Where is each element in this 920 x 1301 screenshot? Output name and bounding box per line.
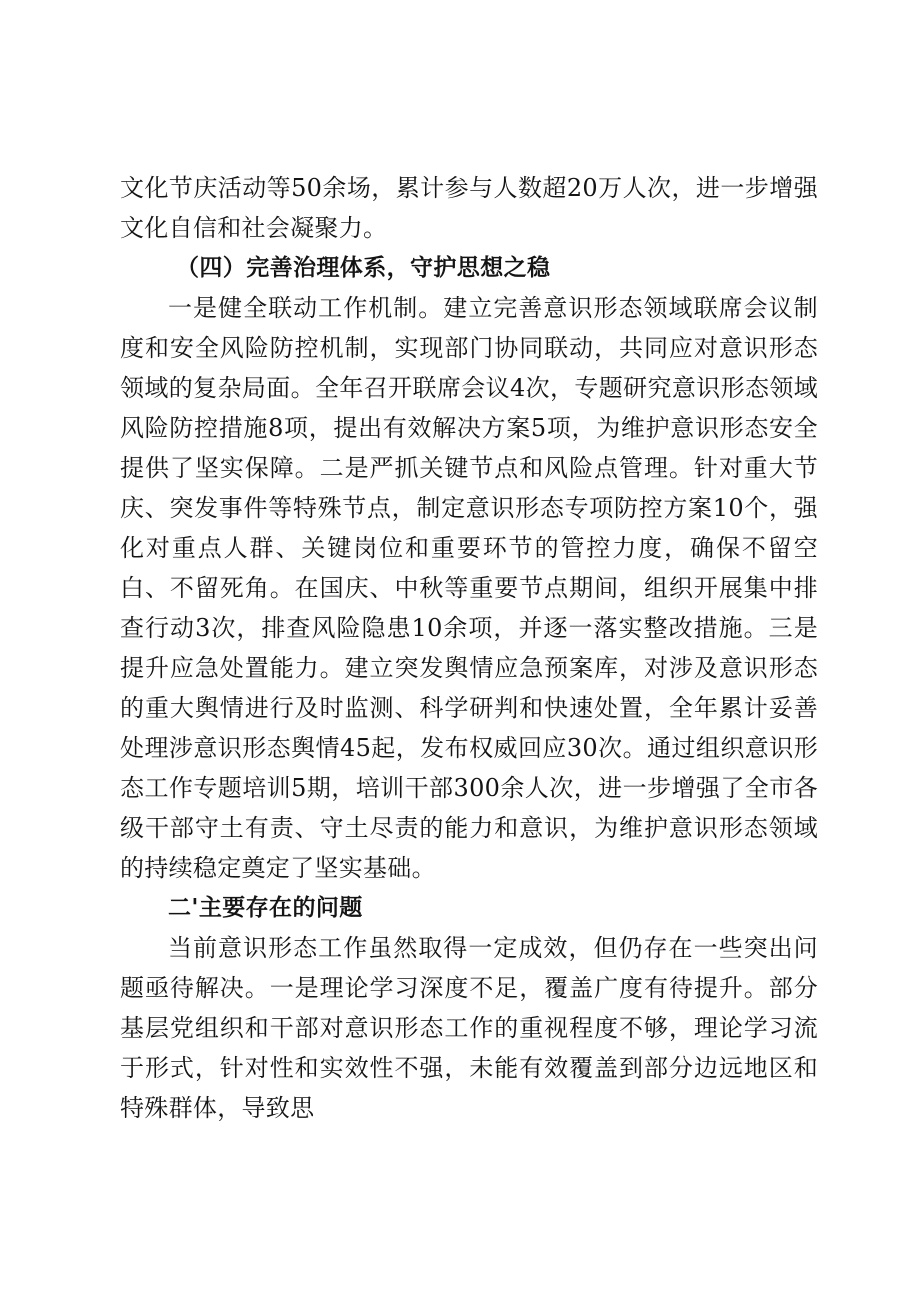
document-body <box>120 168 818 1128</box>
paragraph-problems: 当前意识形态工作虽然取得一定成效，但仍存在一些突出问题亟待解决。一是理论学习深度不足，覆盖广度有待提升。部分基层党组织和干部对意识形态工作的重视程度不够，理论学习流于形式，针对性和实效性不强，未能有效覆盖到部分边远地区和特殊群体，导致思 <box>120 934 818 1122</box>
section-heading-problems: 二'主要存在的问题 <box>168 895 363 921</box>
paragraph-continuation: 文化节庆活动等50余场，累计参与人数超20万人次，进一步增强文化自信和社会凝聚力。 <box>120 174 818 242</box>
paragraph-governance-measures: 一是健全联动工作机制。建立完善意识形态领域联席会议制度和安全风险防控机制，实现部门协同联动，共同应对意识形态领域的复杂局面。全年召开联席会议4次，专题研究意识形态领域风险防控措施8项，提出有效解决方案5项，为维护意识形态安全提供了坚实保障。二是严抓关键节点和风险点管理。针对重大节庆、突发事件等特殊节点，制定意识形态专项防控方案10个，强化对重点人群、关键岗位和重要环节的管控力度，确保不留空白、不留死角。在国庆、中秋等重要节点期间，组织开展集中排查行动3次，排查风险隐患10余项，并逐一落实整改措施。三是提升应急处置能力。建立突发舆情应急预案库，对涉及意识形态的重大舆情进行及时监测、科学研判和快速处置，全年累计妥善处理涉意识形态舆情45起，发布权威回应30次。通过组织意识形态工作专题培训5期，培训干部300余人次，进一步增强了全市各级干部守土有责、守土尽责的能力和意识，为维护意识形态领域的持续稳定奠定了坚实基础。 <box>120 294 818 882</box>
subheading-governance: （四）完善治理体系，守护思想之稳 <box>176 255 551 281</box>
